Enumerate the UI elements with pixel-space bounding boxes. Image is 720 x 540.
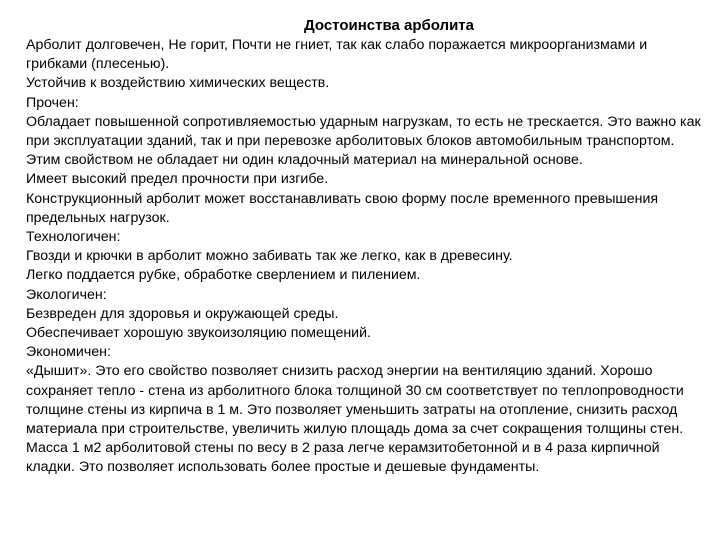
paragraph-breathes: «Дышит». Это его свойство позволяет снизить расход энергии на вентиляцию зданий. Хорошо сохраняет тепло - стена из арболитного блока толщиной 30 см соответствует по теплопроводности толщине стены из кирпича в 1 м. Это позволяет уменьшить затраты на отопление, снизить расход материала при строительстве, увеличить жилую площадь дома за счет сокращения толщины стен. [26,363,684,438]
heading-workable: Технологичен: [26,229,121,246]
heading-strong: Прочен: [26,94,79,111]
paragraph-cutting: Легко поддается рубке, обработке сверлением и пилением. [26,267,421,284]
paragraph-durability: Арболит долговечен, Не горит, Почти не гниет, так как слабо поражается микроорганизмами и грибками (плесенью). [26,37,648,73]
slide-title: Достоинства арболита [304,17,474,34]
paragraph-sound-insulation: Обеспечивает хорошую звукоизоляцию помещений. [26,325,371,342]
paragraph-chemical-resistance: Устойчив к воздействию химических веществ. [26,75,330,92]
body-text [26,36,712,478]
paragraph-bending-strength: Имеет высокий предел прочности при изгибе. [26,171,329,188]
paragraph-impact-resistance: Обладает повышенной сопротивляемостью ударным нагрузкам, то есть не трескается. Это важно как при эксплуатации зданий, так и при перевозке арболитовых блоков автомобильным транспортом. Этим свойством не обладает ни один кладочный материал на минеральной основе. [26,113,701,169]
paragraph-weight: Масса 1 м2 арболитовой стены по весу в 2 раза легче керамзитобетонной и в 4 раза кирпичной кладки. Это позволяет использовать более простые и дешевые фундаменты. [26,440,660,476]
paragraph-nails: Гвозди и крючки в арболит можно забивать так же легко, как в древесину. [26,248,513,265]
heading-economical: Экономичен: [26,344,111,361]
paragraph-shape-recovery: Конструкционный арболит может восстанавливать свою форму после временного превышения предельных нагрузок. [26,190,659,226]
paragraph-harmless: Безвреден для здоровья и окружающей среды. [26,305,339,322]
heading-ecological: Экологичен: [26,286,107,303]
